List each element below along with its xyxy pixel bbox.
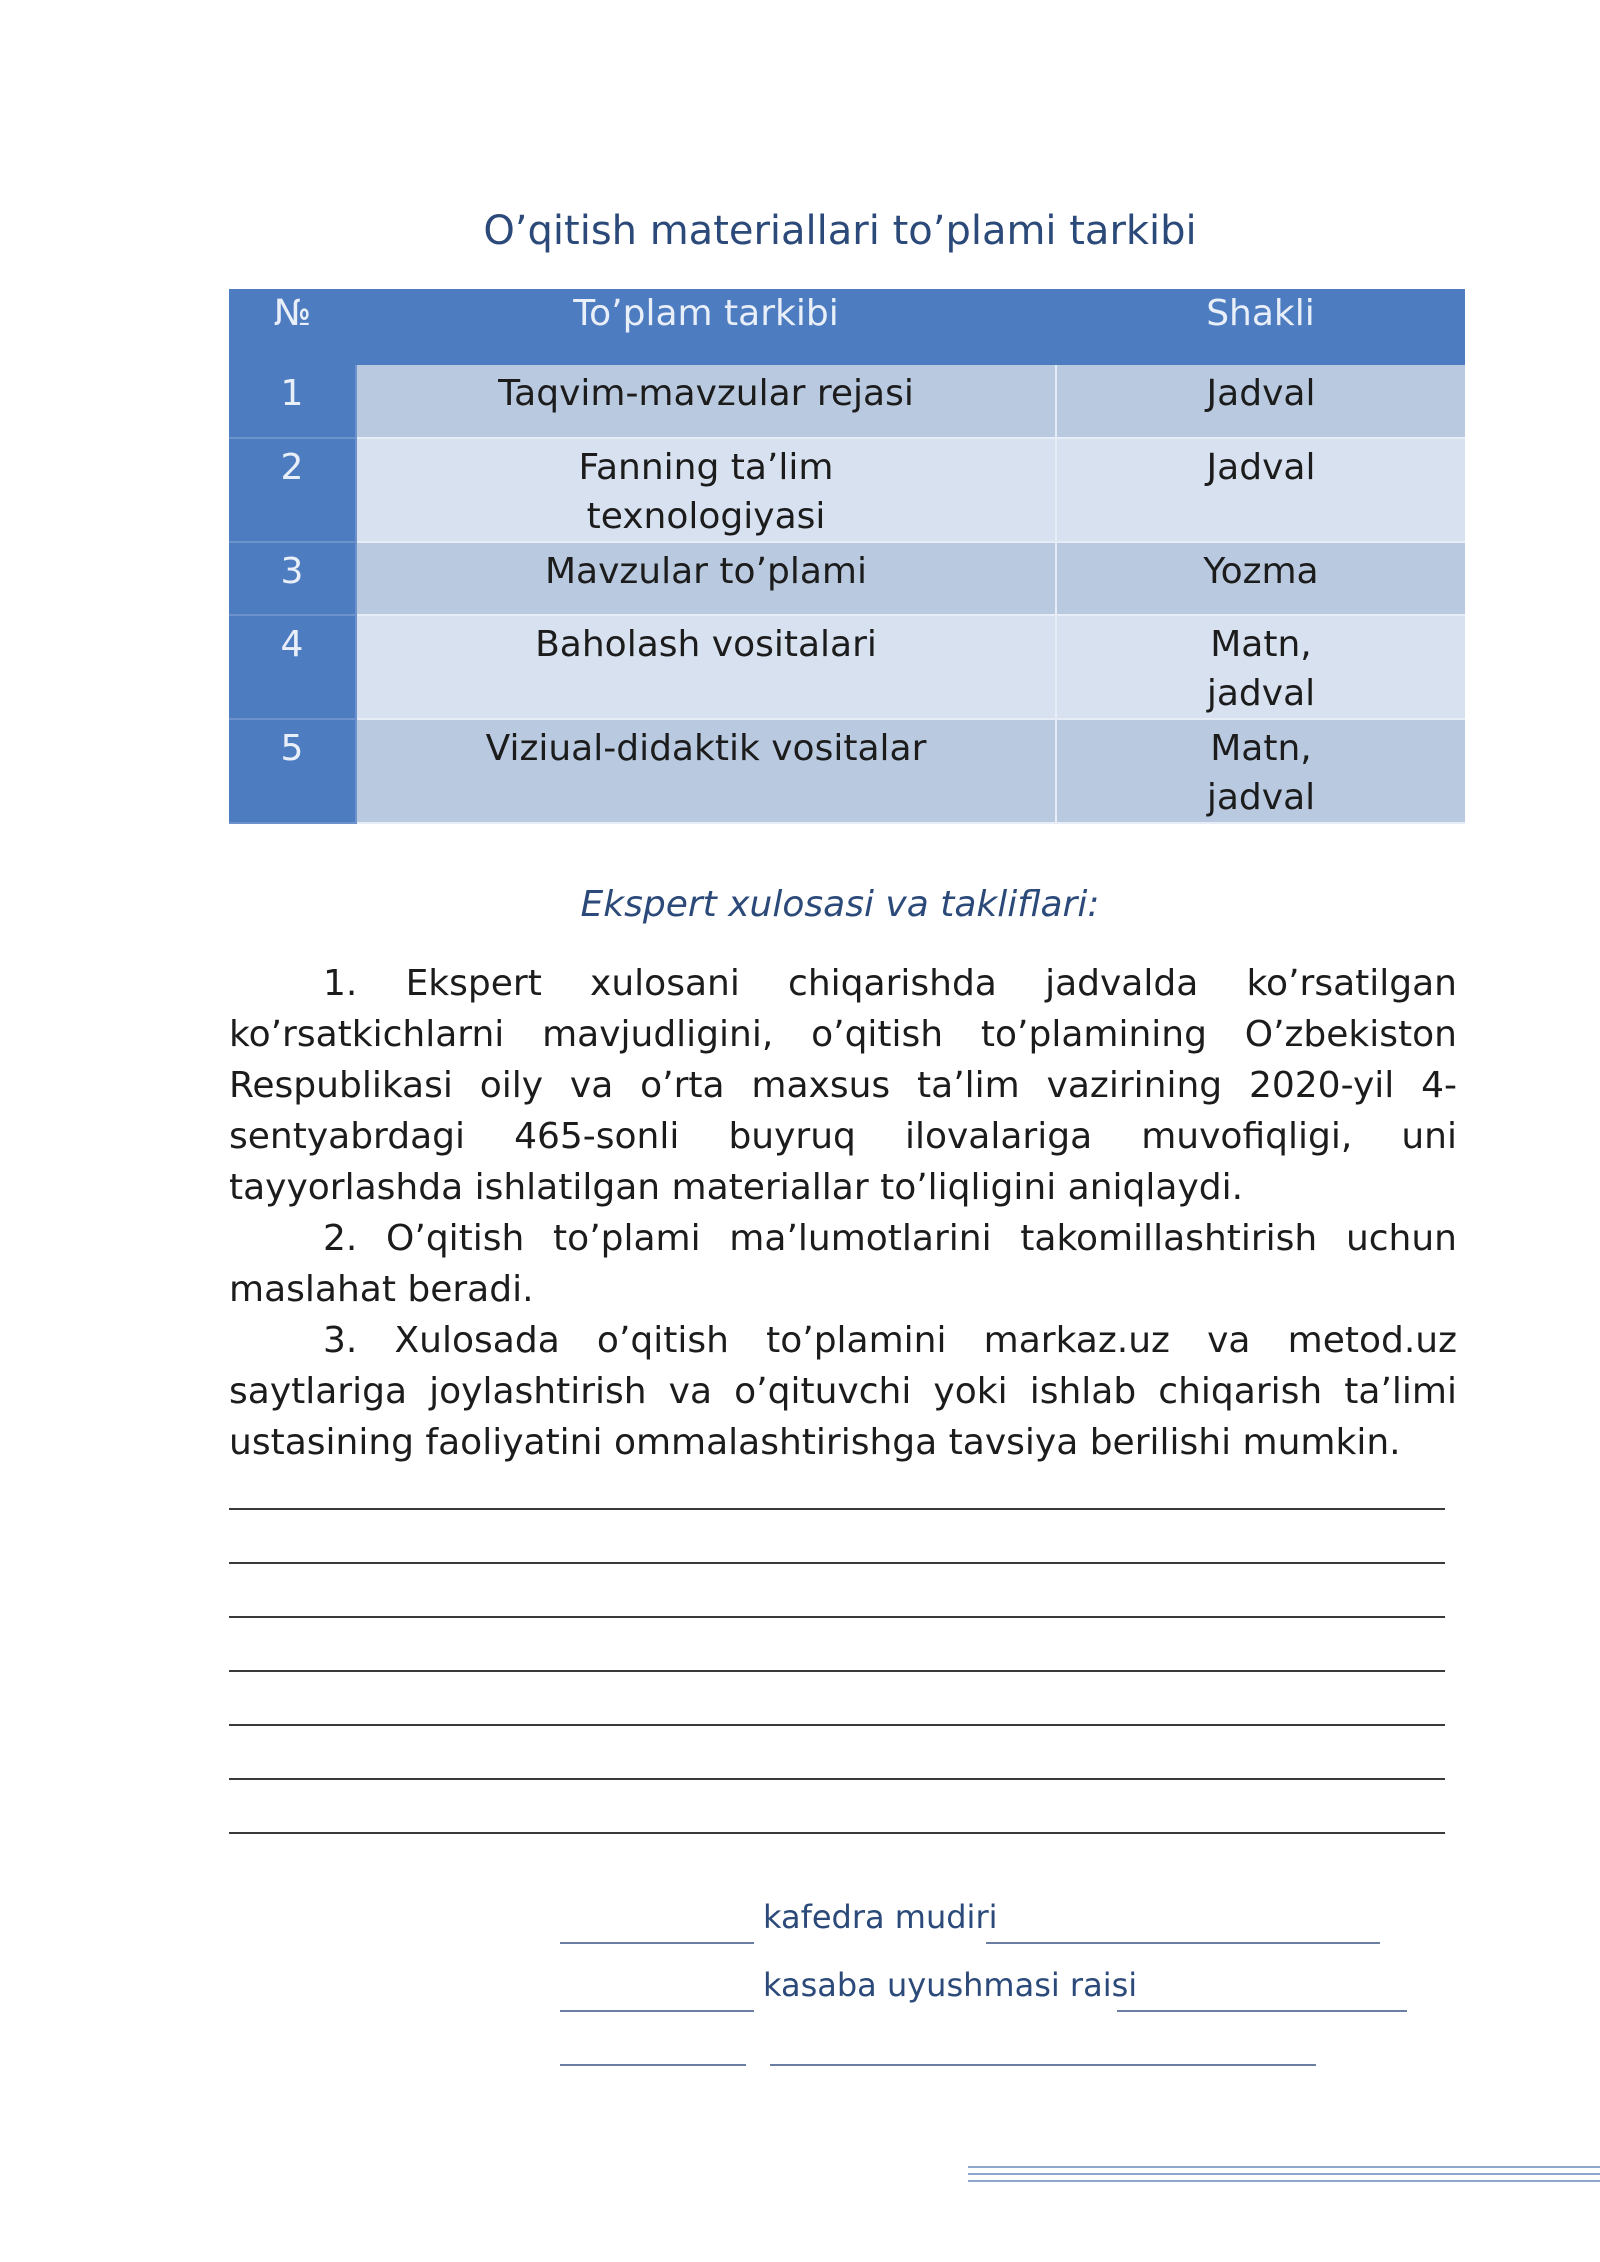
signature-row-blank [560, 2020, 1420, 2070]
document-title: O’qitish materiallari to’plami tarkibi [483, 208, 1197, 254]
blank-line [229, 1616, 1445, 1618]
blank-line [229, 1778, 1445, 1780]
row-number: 5 [229, 719, 356, 823]
header-number: № [229, 289, 356, 365]
signature-line [1117, 2010, 1407, 2012]
row-content: Viziual-didaktik vositalar [356, 719, 1056, 823]
blank-line [229, 1832, 1445, 1834]
conclusion-body [229, 958, 1457, 1468]
signature-line [560, 2064, 746, 2066]
row-number: 3 [229, 542, 356, 615]
table-row [229, 615, 1465, 719]
table-row [229, 542, 1465, 615]
header-form: Shakli [1056, 289, 1465, 365]
blank-line [229, 1562, 1445, 1564]
row-form: Jadval [1056, 438, 1465, 542]
footer-decoration [968, 2166, 1600, 2182]
signature-line [560, 1942, 754, 1944]
table-row [229, 438, 1465, 542]
signature-row-union [560, 1966, 1420, 2016]
row-number: 4 [229, 615, 356, 719]
row-form: Yozma [1056, 542, 1465, 615]
blank-line [229, 1724, 1445, 1726]
row-content: Mavzular to’plami [356, 542, 1056, 615]
signature-row-head [560, 1898, 1420, 1948]
signature-line [986, 1942, 1380, 1944]
header-content: To’plam tarkibi [356, 289, 1056, 365]
row-form: Matn, jadval [1056, 615, 1465, 719]
blank-line [229, 1670, 1445, 1672]
table-header-row [229, 289, 1465, 365]
row-content: Baholash vositalari [356, 615, 1056, 719]
signature-label-head: kafedra mudiri [763, 1898, 998, 1936]
row-number: 1 [229, 365, 356, 438]
signature-label-union: kasaba uyushmasi raisi [763, 1966, 1138, 2004]
row-form: Jadval [1056, 365, 1465, 438]
signature-line [560, 2010, 754, 2012]
materials-table [229, 289, 1465, 824]
row-number: 2 [229, 438, 356, 542]
table-row [229, 719, 1465, 823]
signature-line [770, 2064, 1316, 2066]
row-content: Taqvim-mavzular rejasi [356, 365, 1056, 438]
table-row [229, 365, 1465, 438]
blank-line [229, 1508, 1445, 1510]
row-form: Matn, jadval [1056, 719, 1465, 823]
conclusion-paragraph-1: 1. Ekspert xulosani chiqarishda jadvalda ko’rsatilgan ko’rsatkichlarni mavjudligini, o’qitish to’plamining O’zbekiston Respublikasi oily va o’rta maxsus ta’lim vazirining 2020-yil 4-sentyabrdagi 465-sonli buyruq ilovalariga muvofiqligi, uni tayyorlashda ishlatilgan materiallar to’liqligini aniqlaydi. [229, 963, 1457, 1208]
conclusion-heading: Ekspert xulosasi va takliflari: [580, 884, 1100, 925]
row-content: Fanning ta’lim texnologiyasi [356, 438, 1056, 542]
conclusion-paragraph-2: 2. O’qitish to’plami ma’lumotlarini takomillashtirish uchun maslahat beradi. [229, 1218, 1457, 1310]
conclusion-paragraph-3: 3. Xulosada o’qitish to’plamini markaz.uz va metod.uz saytlariga joylashtirish va o’qituvchi yoki ishlab chiqarish ta’limi ustasining faoliyatini ommalashtirishga tavsiya berilishi mumkin. [229, 1320, 1457, 1463]
